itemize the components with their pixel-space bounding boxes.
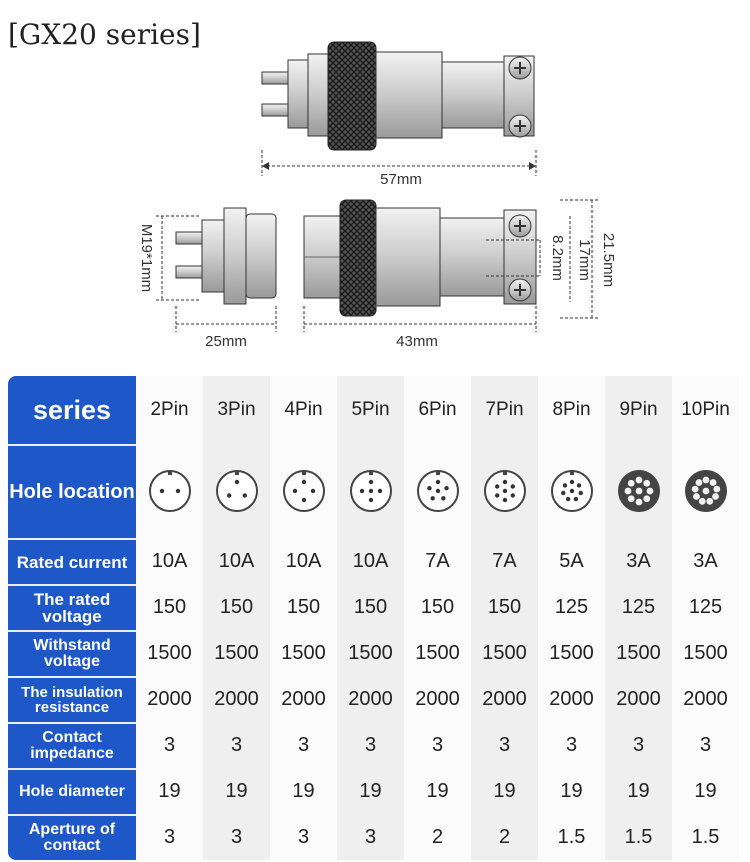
pin-hole-dot — [693, 493, 700, 500]
row-header-contact-impedance: Contact impedance — [8, 722, 136, 768]
column-header: 6Pin — [404, 376, 471, 444]
table-cell: 3A — [605, 538, 672, 584]
table-cell: 7A — [404, 538, 471, 584]
pin-hole-dot — [712, 493, 719, 500]
column-header: 8Pin — [538, 376, 605, 444]
pin-hole-dot — [695, 479, 702, 486]
pin-hole-dot — [713, 486, 720, 493]
table-cell: 3 — [337, 814, 404, 860]
row-header-rated-current: Rated current — [8, 538, 136, 584]
table-cell: 19 — [404, 768, 471, 814]
table-cell: 3 — [203, 814, 270, 860]
table-cell: 150 — [337, 584, 404, 630]
table-cell: 2000 — [203, 676, 270, 722]
pin-hole-dot — [441, 496, 445, 500]
table-cell: 150 — [471, 584, 538, 630]
table-cell: 3 — [404, 722, 471, 768]
row-header-hole-diameter: Hole diameter — [8, 768, 136, 814]
row-header-rated-voltage: The rated voltage — [8, 584, 136, 630]
table-header-row — [8, 376, 739, 444]
table-cell: 150 — [404, 584, 471, 630]
table-cell: 19 — [538, 768, 605, 814]
table-cell: 10A — [203, 538, 270, 584]
table-cell: 3 — [471, 722, 538, 768]
table-cell: 3 — [605, 722, 672, 768]
pin-hole-dot — [562, 483, 566, 487]
hole-diagram-cell — [337, 444, 404, 538]
table-cell: 125 — [605, 584, 672, 630]
pin-hole-dot — [510, 484, 514, 488]
pin-hole-dot — [495, 493, 499, 497]
table-cell: 3 — [337, 722, 404, 768]
pin-hole-dot — [502, 489, 506, 493]
pin-hole-dot — [502, 498, 506, 502]
pin-hole-dot — [643, 480, 650, 487]
column-header: 10Pin — [672, 376, 739, 444]
table-cell: 3 — [270, 722, 337, 768]
pin-hole-dot — [435, 489, 439, 493]
table-cell: 2000 — [337, 676, 404, 722]
table-cell: 1500 — [270, 630, 337, 676]
dimension-8-2mm-label: 8.2mm — [549, 235, 566, 281]
pin-hole-dot — [635, 477, 642, 484]
table-cell: 1500 — [404, 630, 471, 676]
hole-diagram-cell — [270, 444, 337, 538]
pin-hole-dot — [175, 489, 179, 493]
pin-hole-dot — [495, 484, 499, 488]
pin-hole-dot — [427, 486, 431, 490]
page-title: [GX20 series] — [8, 18, 201, 51]
row-header-hole-location: Hole location — [8, 444, 136, 538]
connector-dimension-drawing — [0, 0, 750, 360]
pin-hole-dot — [510, 493, 514, 497]
table-cell: 3 — [136, 722, 203, 768]
hole-diagram-cell — [136, 444, 203, 538]
plug-length-label: 43mm — [396, 333, 438, 350]
table-cell: 19 — [605, 768, 672, 814]
row-header-series: series — [8, 376, 136, 444]
pin-hole-dot — [643, 495, 650, 502]
table-cell: 1500 — [672, 630, 739, 676]
dimension-17mm-label: 17mm — [576, 239, 593, 281]
pin-hole-dot — [691, 486, 698, 493]
table-cell: 19 — [672, 768, 739, 814]
pin-hole-dot — [444, 486, 448, 490]
hole-diagram-cell — [404, 444, 471, 538]
column-header: 2Pin — [136, 376, 203, 444]
connector-face-icon — [214, 468, 260, 514]
table-cell: 150 — [136, 584, 203, 630]
table-cell: 3 — [672, 722, 739, 768]
connector-face-icon — [348, 468, 394, 514]
pin-hole-dot — [301, 480, 305, 484]
hole-location-row — [8, 444, 739, 538]
hole-diagram-cell — [672, 444, 739, 538]
pin-hole-dot — [561, 491, 565, 495]
table-cell: 2000 — [605, 676, 672, 722]
pin-hole-dot — [159, 489, 163, 493]
column-header: 7Pin — [471, 376, 538, 444]
hole-diagram-cell — [471, 444, 538, 538]
table-row — [8, 584, 739, 630]
table-cell: 7A — [471, 538, 538, 584]
pin-hole-dot — [635, 488, 642, 495]
table-cell: 3 — [538, 722, 605, 768]
table-cell: 3 — [270, 814, 337, 860]
table-cell: 2 — [404, 814, 471, 860]
connector-face-icon — [683, 468, 729, 514]
assembled-connector-image — [262, 42, 534, 150]
pin-hole-dot — [624, 488, 631, 495]
hole-diagram-cell — [605, 444, 672, 538]
pin-hole-dot — [702, 477, 709, 484]
table-cell: 1500 — [136, 630, 203, 676]
pin-hole-dot — [435, 480, 439, 484]
connector-face-icon — [281, 468, 327, 514]
pin-hole-dot — [368, 489, 372, 493]
connector-face-icon — [616, 468, 662, 514]
overall-length-label: 57mm — [380, 171, 422, 188]
table-cell: 2 — [471, 814, 538, 860]
pin-hole-dot — [627, 495, 634, 502]
table-cell: 3 — [203, 722, 270, 768]
pin-hole-dot — [569, 489, 573, 493]
table-cell: 2000 — [538, 676, 605, 722]
connector-face-icon — [147, 468, 193, 514]
pin-hole-dot — [292, 489, 296, 493]
table-cell: 19 — [203, 768, 270, 814]
pin-hole-dot — [706, 498, 713, 505]
pin-hole-dot — [709, 479, 716, 486]
table-cell: 19 — [471, 768, 538, 814]
socket-image — [176, 208, 276, 304]
table-cell: 1500 — [538, 630, 605, 676]
plug-image — [304, 200, 536, 316]
table-cell: 1.5 — [605, 814, 672, 860]
pin-hole-dot — [368, 480, 372, 484]
table-cell: 10A — [337, 538, 404, 584]
pin-hole-dot — [242, 493, 246, 497]
table-cell: 19 — [337, 768, 404, 814]
hole-diagram-cell — [203, 444, 270, 538]
table-row — [8, 768, 739, 814]
pin-hole-dot — [502, 480, 506, 484]
table-cell: 125 — [672, 584, 739, 630]
table-cell: 150 — [270, 584, 337, 630]
row-header-withstand-voltage: Withstand voltage — [8, 630, 136, 676]
table-cell: 1500 — [605, 630, 672, 676]
pin-hole-dot — [234, 480, 238, 484]
table-row — [8, 814, 739, 860]
table-cell: 1.5 — [672, 814, 739, 860]
pin-hole-dot — [368, 498, 372, 502]
pin-hole-dot — [227, 493, 231, 497]
pin-hole-dot — [430, 496, 434, 500]
socket-length-label: 25mm — [205, 333, 247, 350]
table-row — [8, 676, 739, 722]
pin-hole-dot — [635, 499, 642, 506]
pin-hole-dot — [301, 498, 305, 502]
table-cell: 19 — [136, 768, 203, 814]
pin-hole-dot — [702, 488, 709, 495]
connector-face-icon — [482, 468, 528, 514]
column-header: 3Pin — [203, 376, 270, 444]
pin-hole-dot — [698, 498, 705, 505]
pin-hole-dot — [377, 489, 381, 493]
table-cell: 2000 — [672, 676, 739, 722]
table-cell: 3 — [136, 814, 203, 860]
column-header: 4Pin — [270, 376, 337, 444]
table-cell: 5A — [538, 538, 605, 584]
row-header-insulation-resistance: The insulation resistance — [8, 676, 136, 722]
table-cell: 2000 — [270, 676, 337, 722]
thread-label: M19*1mm — [138, 223, 155, 293]
table-cell: 2000 — [471, 676, 538, 722]
table-cell: 150 — [203, 584, 270, 630]
table-cell: 10A — [270, 538, 337, 584]
table-cell: 10A — [136, 538, 203, 584]
pin-hole-dot — [627, 480, 634, 487]
table-cell: 1500 — [203, 630, 270, 676]
dimension-21-5mm-label: 21.5mm — [600, 232, 617, 288]
table-row — [8, 722, 739, 768]
pin-hole-dot — [646, 488, 653, 495]
table-cell: 1.5 — [538, 814, 605, 860]
row-header-aperture-of-contact: Aperture of contact — [8, 814, 136, 860]
spec-table — [8, 376, 739, 860]
hole-diagram-cell — [538, 444, 605, 538]
pin-hole-dot — [576, 483, 580, 487]
table-row — [8, 630, 739, 676]
pin-hole-dot — [578, 491, 582, 495]
table-row — [8, 538, 739, 584]
pin-hole-dot — [565, 497, 569, 501]
pin-hole-dot — [569, 480, 573, 484]
table-cell: 1500 — [337, 630, 404, 676]
table-cell: 3A — [672, 538, 739, 584]
table-cell: 2000 — [404, 676, 471, 722]
table-cell: 125 — [538, 584, 605, 630]
pin-hole-dot — [359, 489, 363, 493]
table-cell: 2000 — [136, 676, 203, 722]
column-header: 5Pin — [337, 376, 404, 444]
connector-face-icon — [415, 468, 461, 514]
table-cell: 1500 — [471, 630, 538, 676]
connector-face-icon — [549, 468, 595, 514]
pin-hole-dot — [573, 497, 577, 501]
column-header: 9Pin — [605, 376, 672, 444]
table-cell: 19 — [270, 768, 337, 814]
pin-hole-dot — [310, 489, 314, 493]
